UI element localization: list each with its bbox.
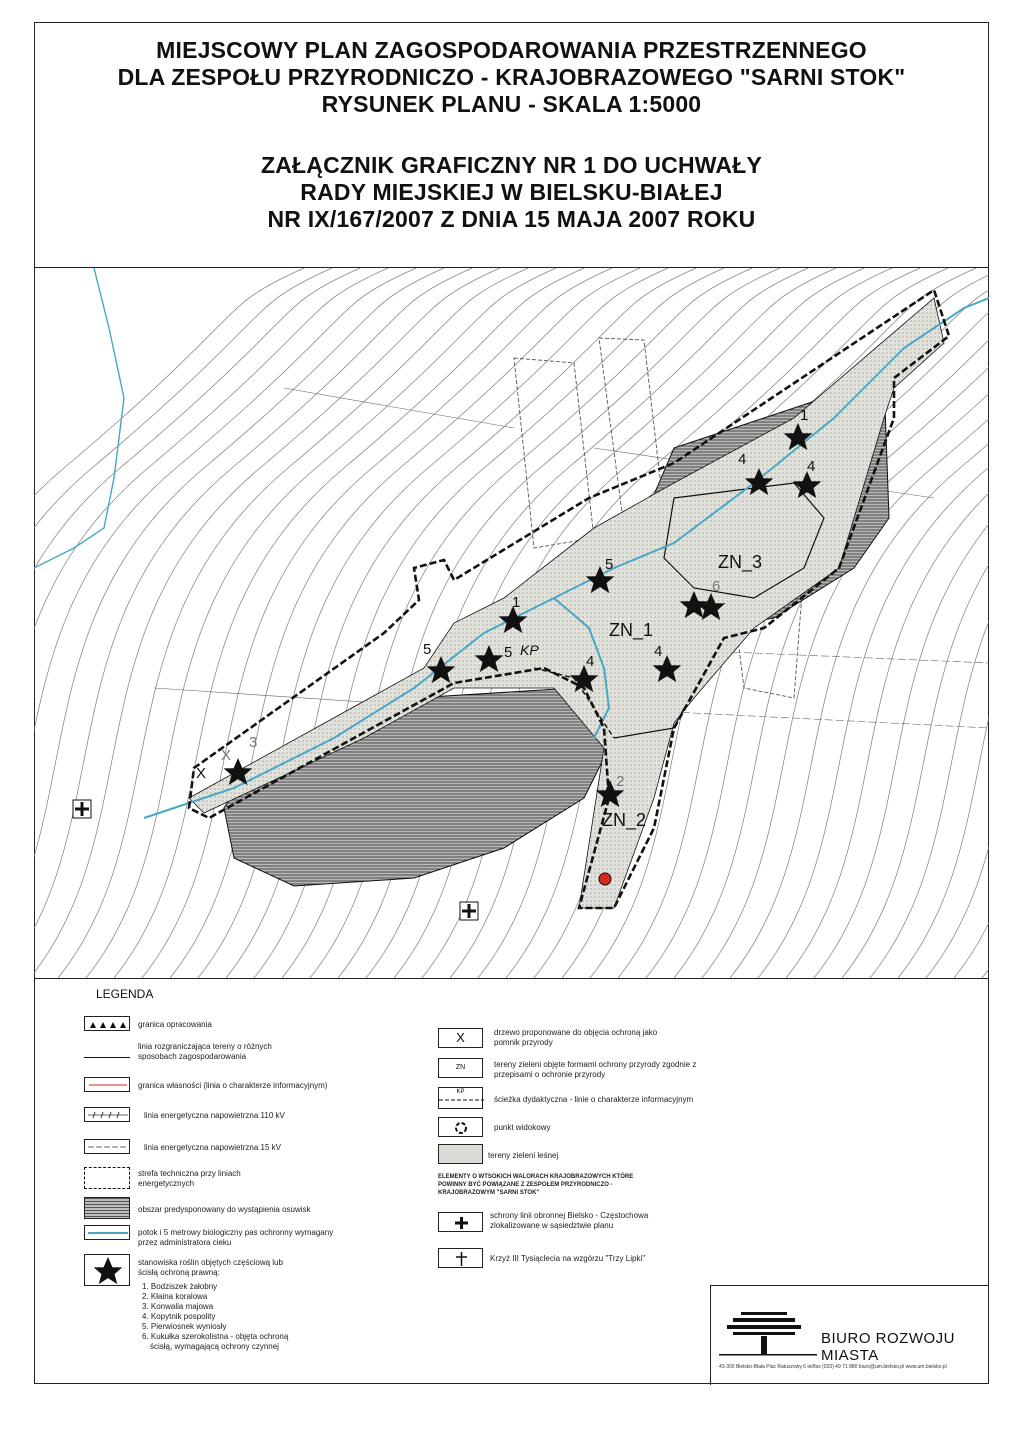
legend-symbol-star [84, 1254, 130, 1286]
site-number: 4 [654, 643, 663, 660]
legend-label: punkt widokowy [494, 1123, 551, 1132]
tree-mark: X [196, 765, 207, 782]
title-line-4: ZAŁĄCZNIK GRAFICZNY NR 1 DO UCHWAŁY [260, 152, 763, 178]
bunker-icon [460, 902, 478, 920]
kp-label: KP [520, 642, 539, 658]
site-number: 2 [616, 773, 625, 790]
plant-item: 3. Konwalia majowa [142, 1302, 214, 1311]
legend-symbol-stream [84, 1225, 130, 1240]
zone-label-zn2: ZN_2 [602, 810, 647, 830]
plan-map[interactable] [34, 268, 989, 978]
legend-symbol-zn: ZN [438, 1058, 483, 1078]
plan-title [34, 37, 989, 118]
legend-symbol-15kv [84, 1139, 130, 1154]
plant-species-list [142, 1282, 288, 1352]
legend-label: granica własności (linia o charakterze informacyjnym) [138, 1081, 328, 1090]
office-name: BIURO ROZWOJU MIASTA [821, 1330, 955, 1364]
site-number: 5 [423, 641, 432, 658]
site-number: 6 [712, 578, 721, 595]
legend-symbol-boundary [84, 1016, 130, 1031]
plant-item: ścisłą, wymagającą ochrony czynnej [150, 1342, 279, 1351]
legend-label: obszar predysponowany do wystąpienia osuwisk [138, 1205, 311, 1214]
plant-item: 1. Bodziszek żałobny [142, 1282, 218, 1291]
legend-label: granica opracowania [138, 1020, 212, 1029]
legend-symbol-tree: X [438, 1028, 483, 1048]
legend-symbol-kp [438, 1087, 483, 1109]
legend-label: potok i 5 metrowy biologiczny pas ochronny wymagany przez administratora cieku [138, 1228, 334, 1247]
title-line-5: RADY MIEJSKIEJ W BIELSKU-BIAŁEJ [300, 179, 723, 205]
legend-label: schrony linii obronnej Bielsko - Częstochowa zlokalizowane w sąsiedztwie planu [490, 1211, 649, 1230]
title-line-2: DLA ZESPOŁU PRZYRODNICZO - KRAJOBRAZOWEGO "SARNI STOK" [117, 64, 906, 90]
site-number: 5 [605, 556, 614, 573]
tree-logo-icon [719, 1306, 819, 1366]
legend-label: strefa techniczna przy liniach energetycznych [138, 1169, 241, 1188]
site-number: 4 [586, 653, 595, 670]
legend [34, 978, 989, 1384]
site-number: 4 [738, 451, 747, 468]
legend-symbol-110kv [84, 1107, 130, 1122]
plant-item: 4. Kopytnik pospolity [142, 1312, 216, 1321]
contour-line [926, 268, 989, 978]
site-number: 3 [249, 734, 258, 751]
plant-item: 2. Kłaina koralowa [142, 1292, 208, 1301]
site-number: 4 [807, 458, 816, 475]
legend-label: linia energetyczna napowietrzna 15 kV [144, 1143, 281, 1152]
contour-line [898, 268, 989, 978]
title-line-3: RYSUNEK PLANU - SKALA 1:5000 [321, 91, 702, 117]
plant-item: 5. Pierwiosnek wyniosły [142, 1322, 227, 1331]
legend-symbol-cross [438, 1248, 483, 1268]
legend-symbol-view [438, 1117, 483, 1137]
legend-label: tereny zieleni leśnej [488, 1151, 559, 1160]
tree-mark: X [221, 747, 232, 764]
legend-symbol-bunker [438, 1212, 483, 1232]
contour-line [954, 268, 989, 978]
title-line-6: NR IX/167/2007 Z DNIA 15 MAJA 2007 ROKU [267, 206, 756, 232]
legend-symbol-property [84, 1077, 130, 1092]
title-line-1: MIEJSCOWY PLAN ZAGOSPODAROWANIA PRZESTRZENNEGO [156, 37, 867, 63]
zone-label-zn1: ZN_1 [609, 620, 654, 640]
legend-label: drzewo proponowane do objęcia ochroną jako pomnik przyrody [494, 1028, 658, 1047]
map-svg[interactable] [34, 268, 989, 978]
legend-label: stanowiska roślin objętych częściową lub ścisłą ochroną prawną: [138, 1258, 283, 1277]
bunker-icon [73, 800, 91, 818]
legend-label: linia rozgraniczająca tereny o różnych sposobach zagospodarowania [138, 1042, 272, 1061]
office-logo [710, 1285, 989, 1385]
legend-label: Krzyż III Tysiąclecia na wzgórzu "Trzy Lipki" [490, 1254, 646, 1263]
view-point-icon [599, 873, 611, 885]
legend-symbol-line [84, 1043, 130, 1058]
site-number: 1 [512, 594, 521, 611]
legend-label: ścieżka dydaktyczna - linie o charakterze informacyjnym [494, 1095, 694, 1104]
site-number: 5 [504, 644, 513, 661]
legend-symbol-forest [438, 1144, 483, 1164]
legend-label: linia energetyczna napowietrzna 110 kV [144, 1111, 285, 1120]
office-contact: 43-300 Bielsko-Biała Plac Ratuszowy 6 tel/fax (033) 49 71 880 biuro@um.bielsko.pl www.um.bielsko.pl [719, 1364, 947, 1370]
kp-symbol-text: KP [456, 1089, 465, 1095]
legend-elements-heading: ELEMENTY O WTSOKICH WALORACH KRAJOBRAZOWYCH KTÓRE POWINNY BYĆ POWIĄZANE Z ZESPOŁEM PRZYRODNICZO - KRAJOBRAZOWYM "SARNI STOK" [438, 1174, 634, 1196]
title-block [34, 22, 989, 268]
legend-symbol-tech-zone [84, 1167, 130, 1189]
legend-title: LEGENDA [96, 987, 154, 1001]
legend-symbol-landslide [84, 1197, 130, 1219]
site-number: 1 [800, 407, 809, 424]
resolution-title [34, 152, 989, 233]
plant-item: 6. Kukułka szerokolistna - objęta ochroną [142, 1332, 289, 1341]
legend-label: tereny zieleni objęte formami ochrony przyrody zgodnie z przepisami o ochronie przyrody [494, 1060, 697, 1079]
zone-label-zn3: ZN_3 [718, 552, 763, 572]
